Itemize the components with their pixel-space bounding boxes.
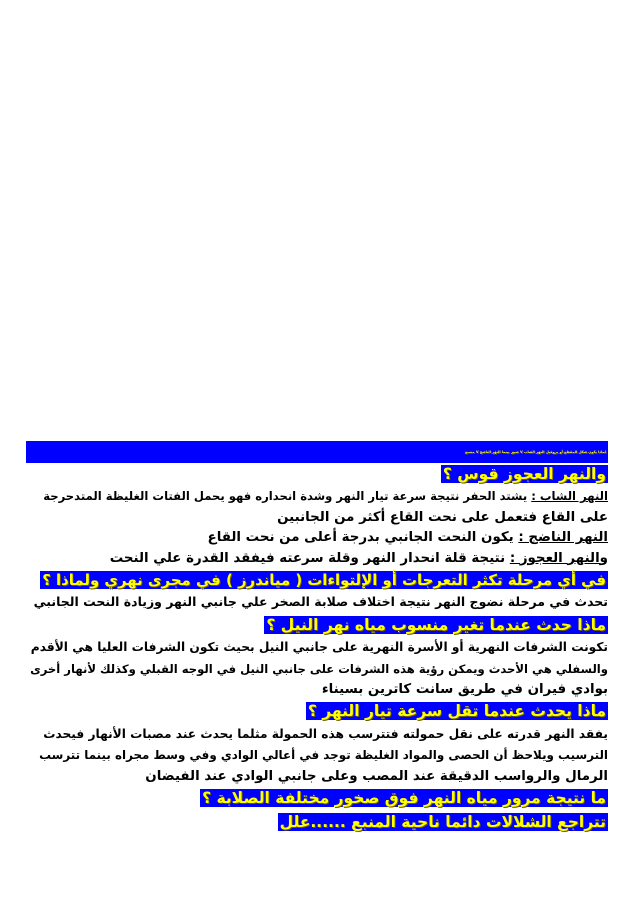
answer-4-text-2: الترسيب ويلاحظ أن الحصى والمواد الغليظة توجد في أعالي الوادي وفي وسط مجراه بينما تترسب [39, 748, 608, 763]
question-1-line-2 [30, 463, 608, 486]
answer-3-text-3: بوادي فيران في طريق سانت كاترين بسيناء [321, 682, 608, 698]
young-river-text-2: على القاع فتعمل على نحت القاع أكثر من الجانبين [277, 509, 608, 525]
answer-3-text-2: والسفلي هي الأحدث ويمكن رؤية هذه الشرفات على جانبي النيل في الوجه القبلي وكذلك لأنهار أخرى [30, 661, 608, 676]
answer-4-line-2 [30, 745, 608, 766]
document-body [30, 440, 608, 834]
young-river-text: يشتد الحفر نتيجة سرعة تيار النهر وشدة انحداره فهو يحمل الفتات الغليظة المتدحرجة [43, 489, 532, 504]
old-river-text: نتيجة قلة انحدار النهر وقلة سرعته فيفقد القدرة علي النحت [109, 550, 510, 566]
answer-3-text-1: تكونت الشرفات النهرية أو الأسرة النهرية على جانبي النيل بحيث تكون الشرفات العليا هي الأقدم [30, 640, 608, 655]
question-5 [30, 787, 608, 810]
answer-4-text-3: الرمال والرواسب الدقيقة عند المصب وعلى جانبي الوادي عند الفيضان [145, 768, 608, 784]
answer-3-line-3 [30, 680, 608, 700]
answer-1-old [30, 549, 608, 569]
answer-1-young-cont [30, 508, 608, 528]
answer-3-line-2 [30, 659, 608, 680]
question-4 [30, 700, 608, 723]
answer-5-highlight: تتراجع الشلالات دائما ناحية المنبع ......علل [279, 812, 606, 831]
young-river-label: النهر الشاب : [531, 489, 608, 504]
answer-1-mature [30, 528, 608, 548]
question-4-highlight: ماذا يحدث عندما تقل سرعة تيار النهر ؟ [307, 702, 606, 721]
question-2 [30, 569, 608, 592]
answer-5 [30, 811, 608, 834]
answer-1-young [30, 486, 608, 507]
question-3 [30, 614, 608, 637]
answer-3-line-1 [30, 637, 608, 658]
answer-4-line-1 [30, 724, 608, 745]
answer-2-text: تحدث في مرحلة نضوج النهر نتيجة اختلاف صلابة الصخر علي جانبي النهر وزيادة النحت الجانبي [33, 594, 608, 610]
question-2-highlight: في أي مرحلة تكثر التعرجات أو الإلتواءات ( مياندرز ) في مجرى نهري ولماذا ؟ [42, 571, 606, 590]
answer-4-line-3 [30, 767, 608, 787]
old-river-label: والنهر العجوز : [509, 550, 608, 566]
question-3-highlight: ماذا حدث عندما تغير منسوب مياه نهر النيل ؟ [266, 615, 606, 634]
answer-4-text-1: يفقد النهر قدرته على نقل حمولته فتترسب هذه الحمولة مثلما يحدث عند مصبات الأنهار فيحدث [43, 726, 608, 741]
mature-river-label: النهر الناضج : [518, 530, 608, 546]
question-1-highlight: لماذا يكون شكل المقطع أو بروفيل النهر الشاب V ضيق بينما النهر الناضج V متسع [26, 441, 608, 463]
question-1-highlight-2: والنهر العجوز قوس ؟ [442, 465, 606, 483]
answer-2 [30, 592, 608, 613]
question-1-line-1 [30, 440, 608, 463]
mature-river-text: يكون النحت الجانبي بدرجة أعلى من نحت القاع [207, 530, 519, 546]
question-5-highlight: ما نتيجة مرور مياه النهر فوق صخور مختلفة الصلابة ؟ [202, 789, 606, 808]
